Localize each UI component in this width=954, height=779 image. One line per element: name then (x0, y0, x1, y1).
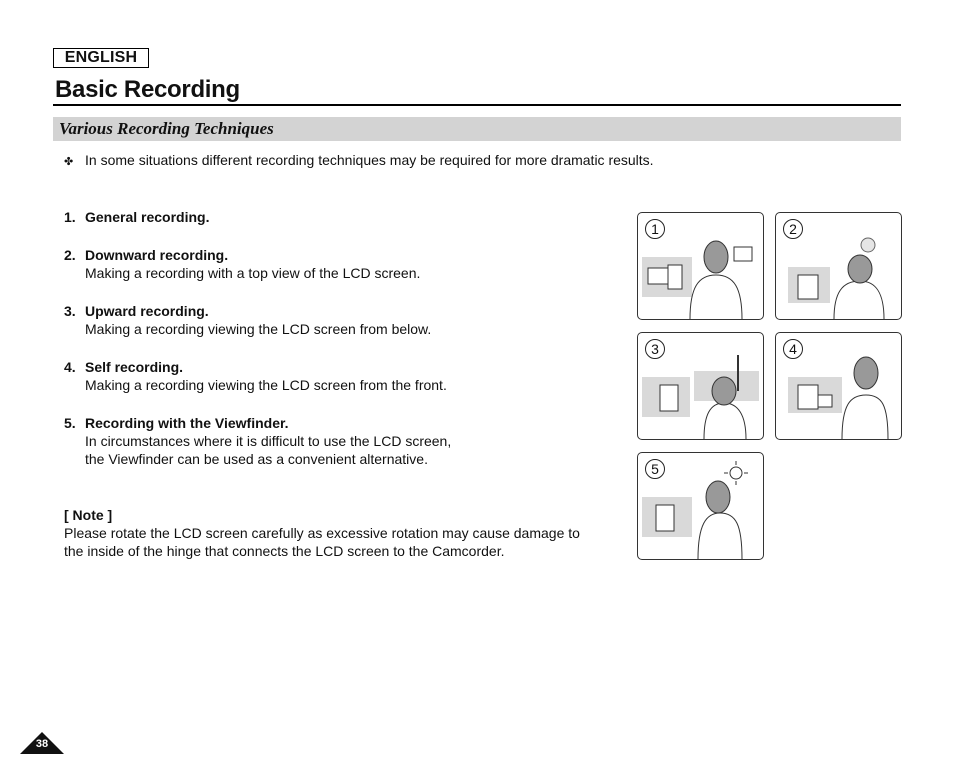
illustration-panel-2 (775, 212, 902, 320)
illustration-label: 4 (783, 339, 803, 359)
list-item (64, 246, 451, 282)
list-item (64, 208, 451, 226)
step-title: General recording. (85, 209, 210, 225)
step-number: 4. (64, 359, 76, 375)
page-number: 38 (35, 738, 49, 750)
page-title: Basic Recording (55, 76, 240, 103)
illustration-label: 3 (645, 339, 665, 359)
illustration-panel-3 (637, 332, 764, 440)
technique-list (64, 208, 451, 488)
step-number: 2. (64, 247, 76, 263)
step-description: Making a recording viewing the LCD screen from the front. (85, 377, 447, 393)
step-number: 1. (64, 209, 76, 225)
step-description: the Viewfinder can be used as a convenient alternative. (85, 451, 428, 467)
step-description: Making a recording with a top view of the LCD screen. (85, 265, 421, 281)
list-item (64, 302, 451, 338)
page-number-tab (20, 732, 64, 754)
step-number: 3. (64, 303, 76, 319)
note-text: Please rotate the LCD screen carefully as excessive rotation may cause damage to the inside of the hinge that connects the LCD screen to the Camcorder. (64, 525, 580, 559)
illustration-panel-1 (637, 212, 764, 320)
language-badge: ENGLISH (53, 48, 149, 68)
note-title: [ Note ] (64, 507, 113, 523)
note-block (64, 506, 594, 560)
illustration-label: 1 (645, 219, 665, 239)
step-title: Upward recording. (85, 303, 209, 319)
illustration-label: 2 (783, 219, 803, 239)
intro-paragraph (64, 152, 654, 168)
section-header-bar (53, 117, 901, 141)
illustration-label: 5 (645, 459, 665, 479)
step-title: Recording with the Viewfinder. (85, 415, 289, 431)
step-title: Self recording. (85, 359, 184, 375)
step-description: Making a recording viewing the LCD screen from below. (85, 321, 432, 337)
list-item (64, 414, 451, 468)
intro-text: In some situations different recording techniques may be required for more dramatic results. (85, 152, 654, 168)
title-divider (53, 104, 901, 106)
illustration-panel-5 (637, 452, 764, 560)
list-item (64, 358, 451, 394)
section-title: Various Recording Techniques (59, 119, 274, 138)
step-description: In circumstances where it is difficult to use the LCD screen, (85, 433, 452, 449)
illustration-panel-4 (775, 332, 902, 440)
bullet-icon: ✤ (64, 156, 74, 168)
step-number: 5. (64, 415, 76, 431)
step-title: Downward recording. (85, 247, 229, 263)
